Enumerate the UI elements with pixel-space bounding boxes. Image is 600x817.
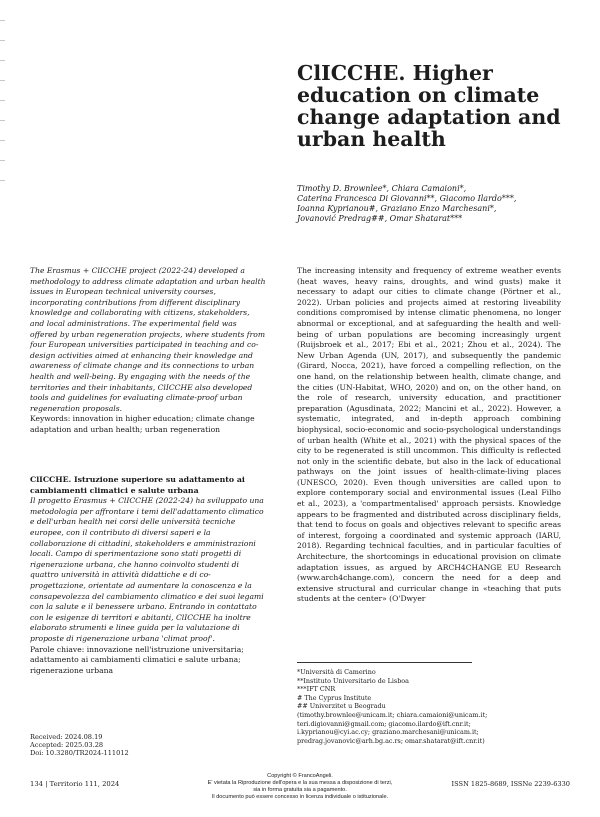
author-line: Jovanović Predrag##, Omar Shatarat*** bbox=[297, 214, 463, 223]
note-line: ***IFT CNR bbox=[297, 685, 336, 694]
footer-copyright bbox=[150, 773, 450, 801]
copyright-line: Copyright © FrancoAngeli. bbox=[267, 773, 333, 779]
footer-issn: ISSN 1825-8689, ISSNe 2239-6330 bbox=[451, 780, 570, 788]
note-line: i.kyprianou@cyi.ac.cy; graziano.marchesani@unicam.it; bbox=[297, 728, 479, 737]
note-line: *Università di Camerino bbox=[297, 668, 376, 676]
received-info bbox=[30, 733, 230, 757]
abstract-keywords: Keywords: innovation in higher education; climate change adaptation and urban health; urban regeneration bbox=[30, 414, 255, 434]
note-line: teri.digiovanni@gmail.com; giacomo.ilardo@ift.cnr.it; bbox=[297, 719, 471, 728]
abstract-italian bbox=[30, 475, 266, 676]
body-text: The increasing intensity and frequency of extreme weather events (heat waves, heavy rains, droughts, and wind gusts) make it necessary to adapt our cities to climate change (Pörtner et al., 2022). Urban policies and projects aimed at restoring liveability conditions compromised by intense climatic phenomena, no longer abnormal or exceptional, and at safeguarding the health and well-being of urban populations are becoming increasingly urgent (Ruijsbroek et al., 2017; Ebi et al., 2021; Zhou et al., 2024). The New Urban Agenda (UN, 2017), and subsequently the pandemic (Girard, Nocca, 2021), have forced a compelling reflection, on the one hand, on the relationship between health, climate change, and the cities (UN-Habitat, WHO, 2020) and on, on the other hand, on the role of research, university education, and practitioner preparation (Agusdinata, 2022; Mancini et al., 2022). However, a systematic, integrated, and in-depth approach combining biophysical, socio-economic and socio-psychological understandings of urban health (White et al., 2021) with the physical spaces of the city to be regenerated is still uncommon. This difficulty is reflected not only in the scientific debate, but also in the lack of educational pathways on the joint issues of health-climate-living places (UNESCO, 2020). Even though universities are called upon to explore contemporary social and environmental issues (Leal Filho et al., 2023), a 'compartmentalised' approach persists. Knowledge appears to be fragmented and distributed across disciplinary fields, that tend to focus on goals and objectives relevant to specific areas of interest, forgoing a coordinated and systemic approach (IARU, 2018). Regarding technical faculties, and in particular faculties of Architecture, the shortcomings in educational provision on climate adaptation issues, as argued by ARCH4CHANGE EU Research (www.arch4change.com), concern the need for a deep and extensive structural and curricular change in «teaching that puts students at the center» (O'Dwyer bbox=[297, 266, 561, 604]
abstract-english bbox=[30, 266, 266, 436]
author-line: Timothy D. Brownlee*, Chiara Camaioni*, bbox=[297, 184, 467, 193]
author-list bbox=[297, 184, 577, 224]
note-line: (timothy.brownlee@unicam.it; chiara.camaioni@unicam.it; bbox=[297, 710, 488, 719]
affiliation-notes bbox=[297, 668, 567, 745]
footer-page-journal: 134 | Territorio 111, 2024 bbox=[30, 780, 120, 788]
copyright-line: E' vietata la Riproduzione dell'opera e la sua messa a disposizione di terzi, bbox=[207, 780, 393, 786]
note-line: ## Univerzitet u Beogradu bbox=[297, 702, 386, 711]
accepted-date: Accepted: 2025.03.28 bbox=[30, 741, 104, 749]
article-title: ClICCHE. Higher education on climate change adaptation and urban health bbox=[297, 61, 561, 151]
abstract-italian-text: Il progetto Erasmus + ClICCHE (2022-24) ha sviluppato una metodologia per affrontare i temi dell'adattamento climatico e dell'urban health nei corsi delle università tecniche europee, con il contributo di diversi saperi e la collaborazione di cittadini, stakeholders e amministrazioni locali. Campo di sperimentazione sono stati progetti di rigenerazione urbana, che hanno coinvolto studenti di quattro università in attività didattiche e di co-progettazione, orientate ad aumentare la conoscenza e la consapevolezza del cambiamento climatico e dei suoi legami con la salute e il benessere urbano. Entrando in contattato con le esigenze di territori e abitanti, ClICCHE ha inoltre elaborato strumenti e linee guida per la valutazione di proposte di rigenerazione urbana 'climat proof'. bbox=[30, 496, 264, 643]
footnote-divider bbox=[297, 662, 472, 663]
received-date: Received: 2024.08.19 bbox=[30, 733, 103, 741]
abstract-text: The Erasmus + ClICCHE project (2022-24) developed a methodology to address climate adaptation and urban health issues in European technical university courses, incorporating contributions from different disciplinary knowledge and collaborating with citizens, stakeholders, and local administrations. The experimental field was offered by urban regeneration projects, where students from four European universities participated in teaching and co-design activities aimed at enhancing their knowledge and awareness of climate change and its connections to urban health and well-being. By engaging with the needs of the territories and their inhabitants, ClICCHE also developed tools and guidelines for evaluating climate-proof urban regeneration proposals. bbox=[30, 266, 266, 413]
copyright-line: Il documento può essere concesso in licenza individuale o istituzionale. bbox=[211, 794, 389, 800]
abstract-italian-heading: ClICCHE. Istruzione superiore su adattamento ai cambiamenti climatici e salute urbana bbox=[30, 475, 245, 495]
author-line: Ioanna Kyprianou#, Graziano Enzo Marchesani*, bbox=[297, 204, 497, 213]
abstract-italian-keywords: Parole chiave: innovazione nell'istruzione universitaria; adattamento ai cambiamenti climatici e salute urbana; rigenerazione urbana bbox=[30, 644, 244, 675]
note-line: # The Cyprus Institute bbox=[297, 693, 372, 702]
note-line: predrag.jovanovic@arh.bg.ac.rs; omar.shatarat@ift.cnr.it) bbox=[297, 736, 485, 745]
note-line: **Instituto Universitario de Lisboa bbox=[297, 676, 409, 685]
left-edge-marks bbox=[0, 0, 6, 200]
doi: Doi: 10.3280/TR2024-111012 bbox=[30, 749, 129, 757]
copyright-line: sia in forma gratuita sia a pagamento. bbox=[253, 787, 347, 793]
author-line: Caterina Francesca Di Giovanni**, Giacomo Ilardo***, bbox=[297, 194, 517, 203]
